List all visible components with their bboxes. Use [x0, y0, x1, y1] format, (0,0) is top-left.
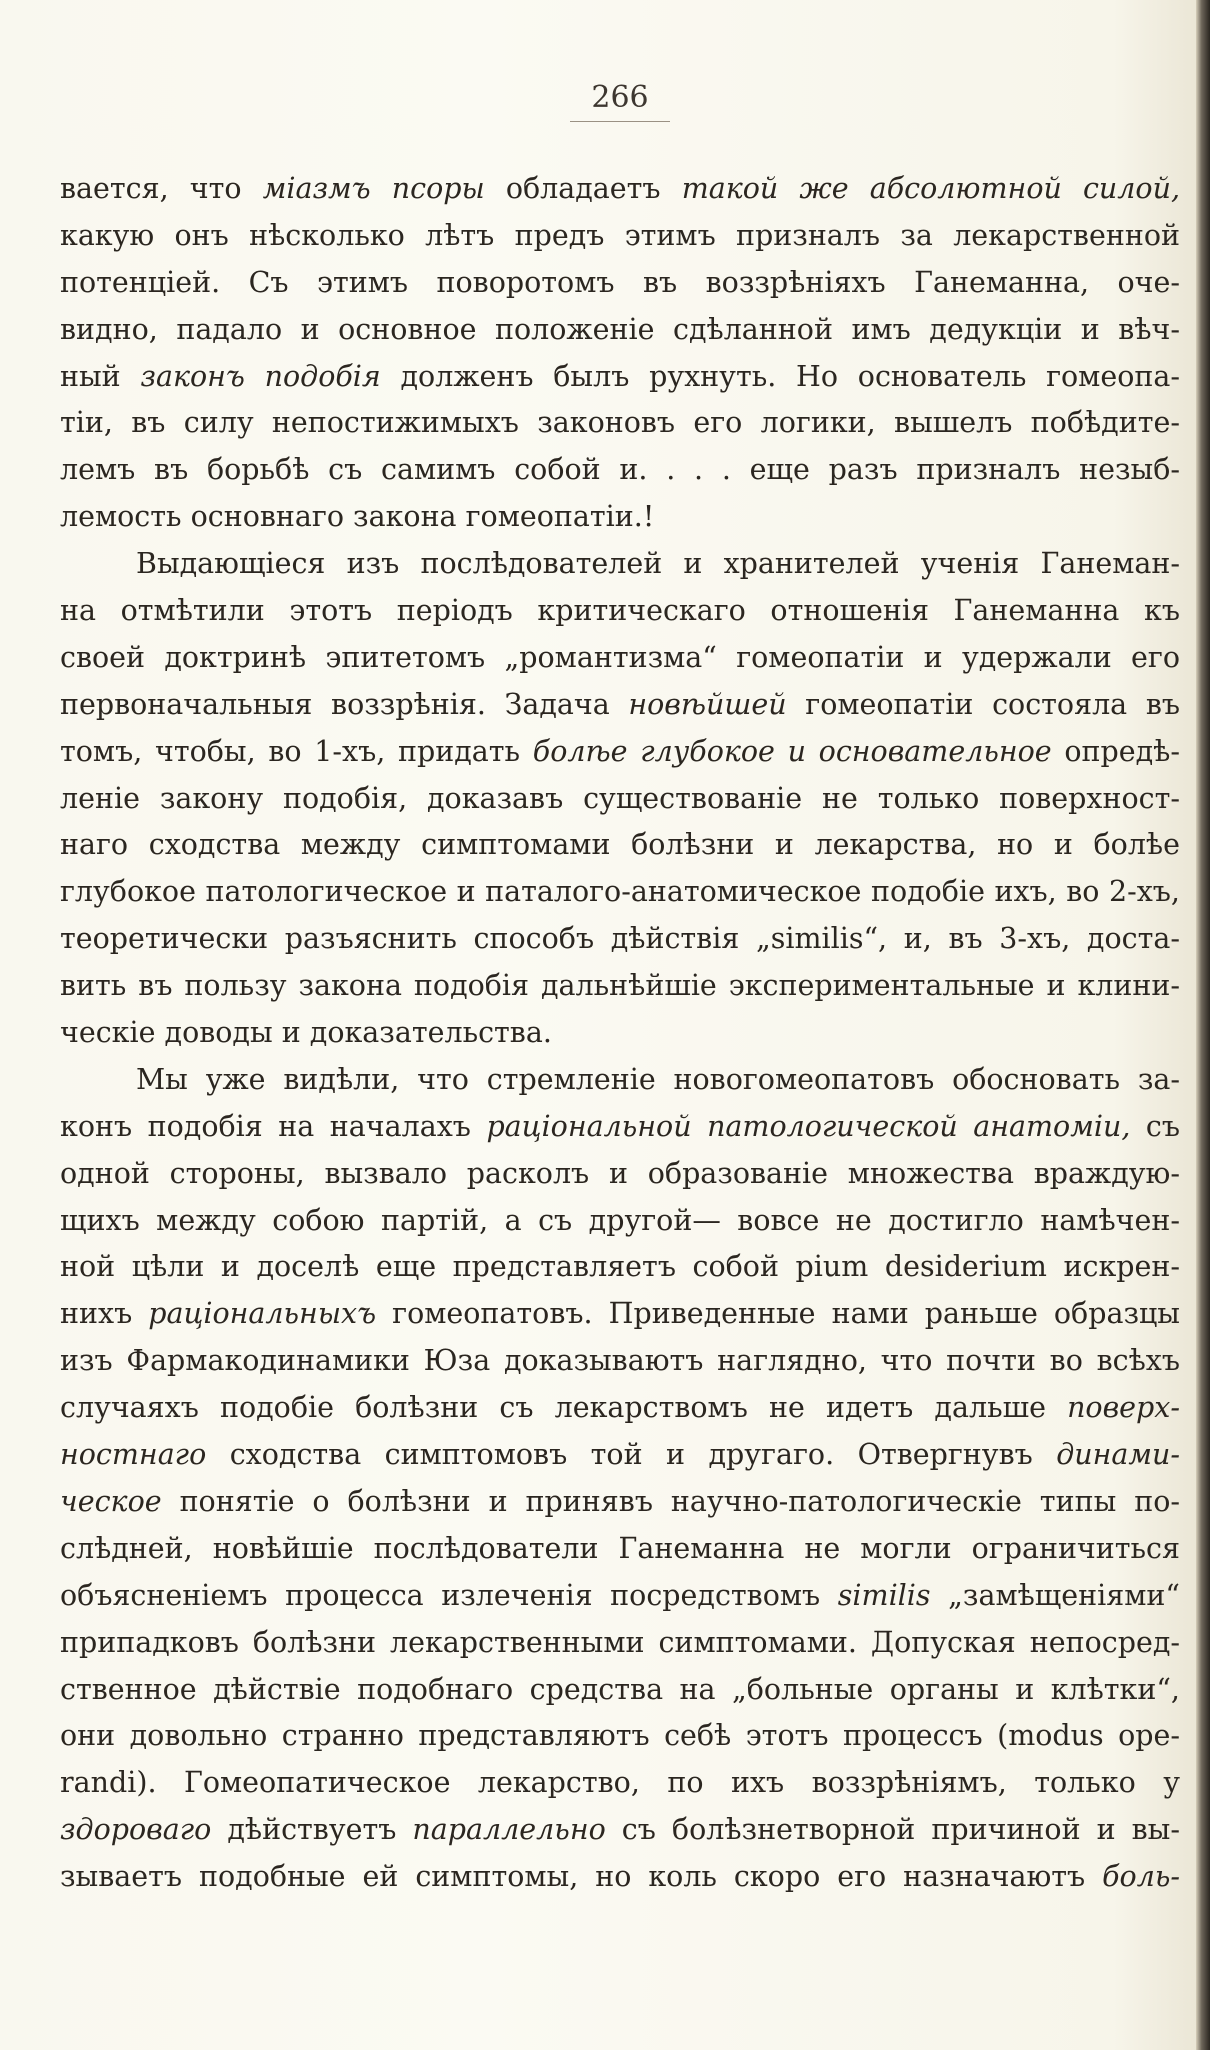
text-line — [60, 635, 1180, 682]
text-segment: долженъ былъ рухнуть. Но основатель гомеопа- — [380, 359, 1180, 393]
italic-text: параллельно — [412, 1813, 606, 1847]
text-segment: понятіе о болѣзни и принявъ научно-патологическіе типы по- — [161, 1484, 1180, 1518]
text-segment: теоретически разъяснить способъ дѣйствія „similis“, и, въ 3-хъ, доста- — [60, 922, 1180, 956]
italic-text: такой же абсолютной силой, — [681, 172, 1180, 205]
text-line — [60, 1667, 1180, 1714]
text-line — [60, 1573, 1180, 1620]
text-line — [60, 1198, 1180, 1245]
italic-text: similis — [837, 1578, 931, 1612]
text-segment: глубокое патологическое и паталого-анатомическое подобіе ихъ, во 2-хъ, — [60, 875, 1180, 909]
italic-text: законъ подобія — [140, 359, 381, 393]
body-text — [60, 166, 1180, 1901]
text-segment: обладаетъ — [484, 172, 682, 205]
text-segment: объясненіемъ процесса излеченія посредствомъ — [60, 1578, 838, 1612]
text-line — [60, 1104, 1180, 1151]
text-line — [60, 682, 1180, 729]
text-segment: вается, что — [60, 172, 263, 205]
text-line — [60, 1807, 1180, 1854]
text-segment: сходства симптомовъ той и другаго. Отвергнувъ — [206, 1438, 1057, 1472]
text-line — [60, 729, 1180, 776]
text-segment: Выдающіеся изъ послѣдователей и хранителей ученія Ганеман- — [136, 547, 1180, 581]
italic-text: раціональныхъ — [148, 1297, 377, 1331]
text-segment: они довольно странно представляютъ себѣ этотъ процессъ (modus ope- — [60, 1719, 1180, 1753]
text-segment: Мы уже видѣли, что стремленіе новогомеопатовъ обосновать за- — [136, 1062, 1180, 1096]
text-segment: съ — [1130, 1109, 1180, 1143]
text-line — [60, 494, 1180, 541]
text-line — [60, 1385, 1180, 1432]
text-line — [60, 447, 1180, 494]
text-segment: randi). Гомеопатическое лекарство, по ихъ воззрѣніямъ, только у — [60, 1766, 1180, 1800]
text-segment: гомеопатовъ. Приведенные нами раньше образцы — [376, 1297, 1180, 1331]
italic-text: динами- — [1056, 1438, 1180, 1472]
text-line — [60, 869, 1180, 916]
italic-text: раціональной патологической анатоміи, — [486, 1109, 1131, 1143]
text-line — [60, 776, 1180, 823]
text-line — [60, 1620, 1180, 1667]
text-line — [60, 1244, 1180, 1291]
text-line — [60, 1010, 1180, 1057]
italic-text: здороваго — [60, 1813, 212, 1847]
text-line — [60, 1760, 1180, 1807]
page-number: 266 — [591, 80, 649, 115]
text-segment: зываетъ подобные ей симптомы, но коль скоро его назначаютъ — [60, 1860, 1103, 1894]
text-segment: своей доктринѣ эпитетомъ „романтизма“ гомеопатіи и удержали его — [60, 640, 1180, 674]
text-segment: одной стороны, вызвало расколъ и образованіе множества враждую- — [60, 1156, 1180, 1190]
text-segment: первоначальныя воззрѣнія. Задача — [60, 687, 629, 721]
text-segment: ной цѣли и доселѣ еще представляетъ собой pium desiderium искрен- — [60, 1250, 1180, 1284]
text-segment: нихъ — [60, 1297, 149, 1331]
page-number-rule — [570, 121, 670, 122]
text-line — [60, 588, 1180, 635]
text-segment: леніе закону подобія, доказавъ существованіе не только поверхност- — [60, 781, 1180, 815]
text-segment: щихъ между собою партій, а съ другой— вовсе не достигло намѣчен- — [60, 1203, 1180, 1237]
italic-text: поверх- — [1067, 1391, 1180, 1425]
text-segment: на отмѣтили этотъ періодъ критическаго отношенія Ганеманна къ — [60, 594, 1180, 628]
text-segment: припадковъ болѣзни лекарственными симптомами. Допуская непосред- — [60, 1625, 1180, 1659]
text-line — [60, 1526, 1180, 1573]
text-line — [60, 1432, 1180, 1479]
text-line — [60, 963, 1180, 1010]
text-segment: лемость основнаго закона гомеопатіи.! — [60, 500, 655, 534]
text-line — [60, 1151, 1180, 1198]
page-edge-shadow — [1196, 0, 1210, 2050]
text-line — [60, 822, 1180, 869]
text-segment: конъ подобія на началахъ — [60, 1109, 487, 1143]
text-line — [60, 541, 1180, 588]
text-line — [60, 916, 1180, 963]
text-segment: какую онъ нѣсколько лѣтъ предъ этимъ призналъ за лекарственной — [60, 218, 1180, 252]
text-line — [60, 1057, 1180, 1104]
italic-text: боль- — [1102, 1860, 1180, 1894]
text-segment: гомеопатіи состояла въ — [786, 687, 1180, 721]
text-segment: слѣдней, новѣйшіе послѣдователи Ганеманна не могли ограничиться — [60, 1531, 1180, 1565]
text-segment: лемъ въ борьбѣ съ самимъ собой и. . . . еще разъ призналъ незыб- — [60, 453, 1180, 487]
italic-text: ческое — [60, 1484, 162, 1518]
text-segment: тіи, въ силу непостижимыхъ законовъ его логики, вышелъ побѣдите- — [60, 406, 1180, 440]
text-line — [60, 260, 1180, 307]
text-line — [60, 400, 1180, 447]
text-segment: томъ, чтобы, во 1-хъ, придать — [60, 734, 533, 768]
text-segment: ческіе доводы и доказательства. — [60, 1016, 552, 1050]
text-segment: потенціей. Съ этимъ поворотомъ въ воззрѣніяхъ Ганеманна, оче- — [60, 265, 1180, 299]
text-segment: видно, падало и основное положеніе сдѣланной имъ дедукціи и вѣч- — [60, 312, 1180, 346]
text-segment: съ болѣзнетворной причиной и вы- — [605, 1813, 1180, 1847]
text-line — [60, 354, 1180, 401]
text-line — [60, 1713, 1180, 1760]
text-line — [60, 1291, 1180, 1338]
text-line — [60, 1854, 1180, 1901]
text-line — [60, 213, 1180, 260]
italic-text: болѣе глубокое и основательное — [532, 734, 1052, 768]
text-segment: случаяхъ подобіе болѣзни съ лекарствомъ не идетъ дальше — [60, 1391, 1068, 1425]
text-segment: ственное дѣйствіе подобнаго средства на „больные органы и клѣтки“, — [60, 1672, 1180, 1706]
text-line — [60, 1479, 1180, 1526]
text-segment: наго сходства между симптомами болѣзни и лекарства, но и болѣе — [60, 828, 1180, 862]
text-segment: дѣйствуетъ — [211, 1813, 413, 1847]
italic-text: міазмъ псоры — [262, 172, 485, 205]
italic-text: ностнаго — [60, 1438, 207, 1472]
italic-text: новѣйшей — [628, 687, 787, 721]
text-line — [60, 1338, 1180, 1385]
text-segment: изъ Фармакодинамики Юза доказываютъ наглядно, что почти во всѣхъ — [60, 1344, 1180, 1378]
text-line — [60, 307, 1180, 354]
text-segment: вить въ пользу закона подобія дальнѣйшіе экспериментальные и клини- — [60, 969, 1180, 1003]
text-segment: „замѣщеніями“ — [930, 1578, 1180, 1612]
text-segment: опредѣ- — [1051, 734, 1180, 768]
text-line — [60, 166, 1180, 213]
text-segment: ный — [60, 359, 141, 393]
